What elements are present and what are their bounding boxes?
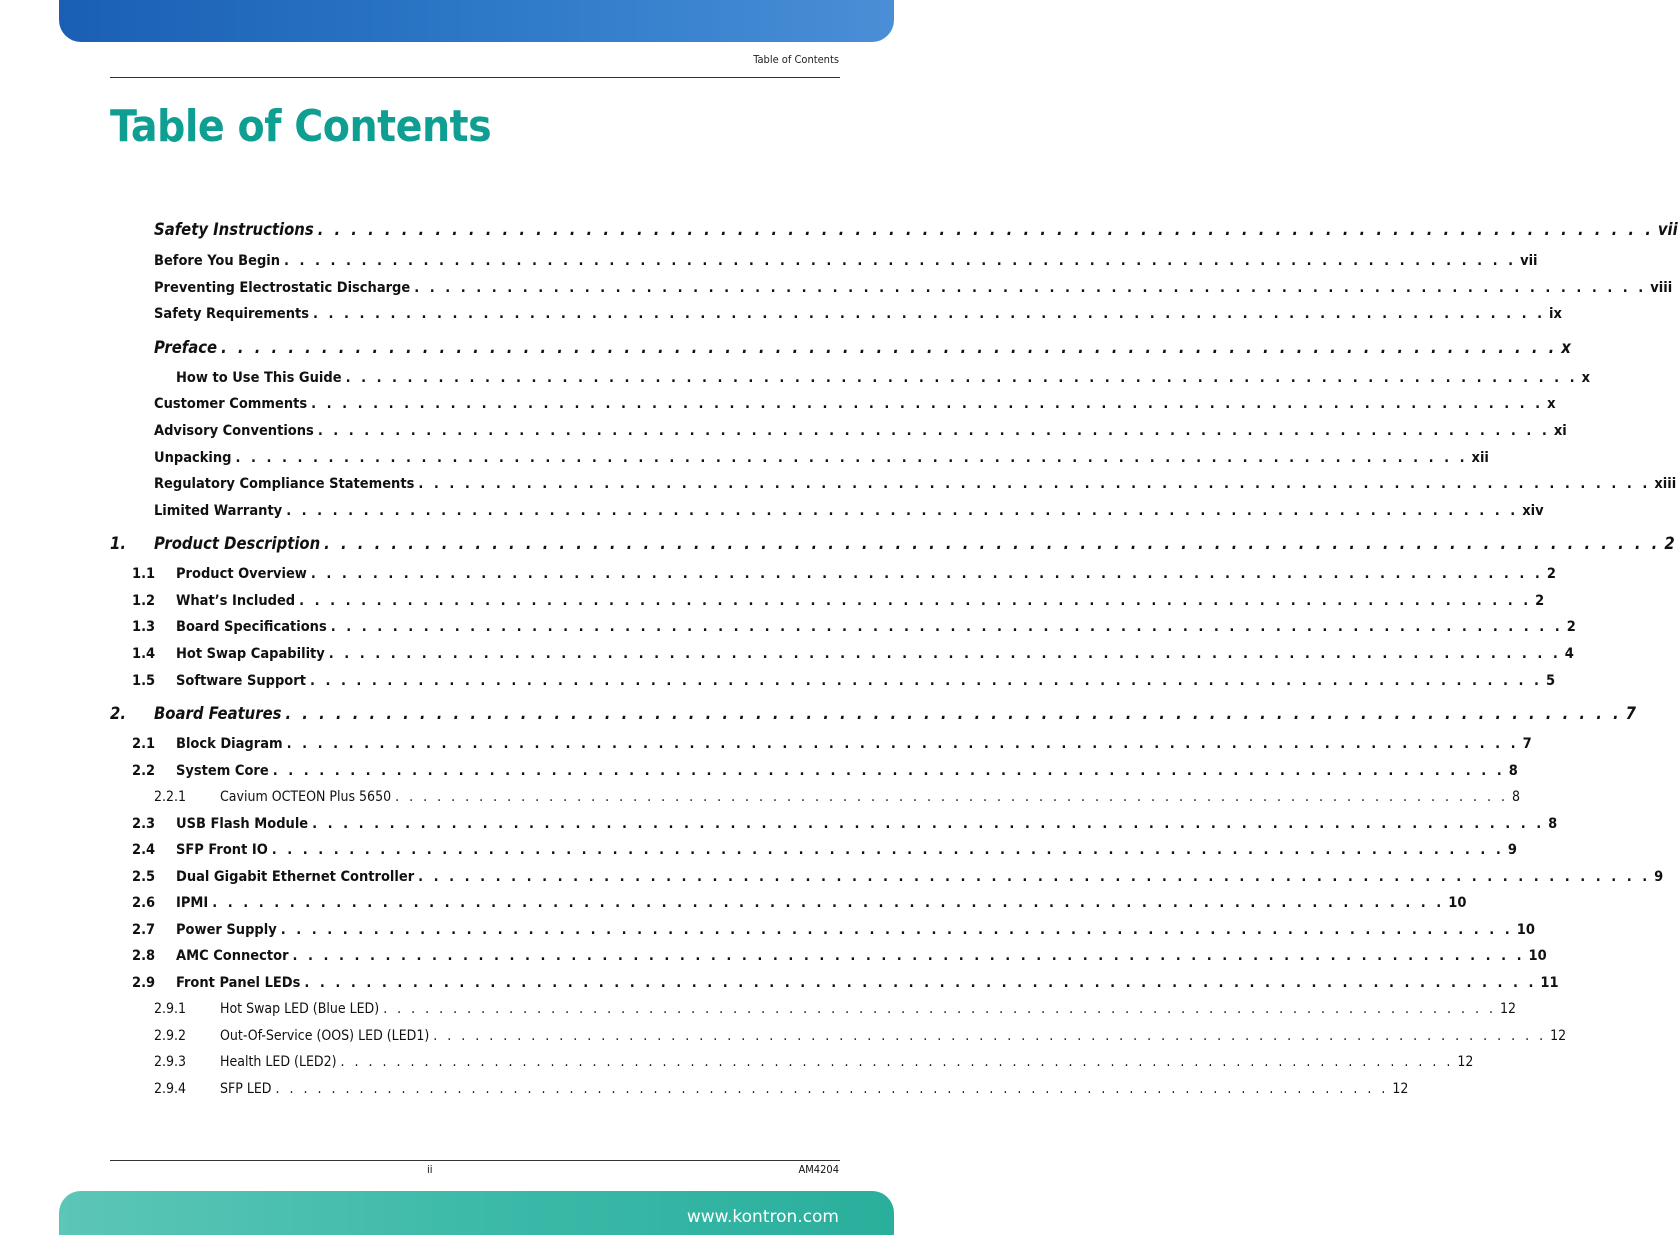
toc-leader-dots: . . . . . . . . . . . . . . . . . . . . . . . . . . . . . . . . . . . . . . . . . . . . . . . . . . . . . . . . . . . . . . . . . . . . . . . . . . . . . . . . bbox=[280, 922, 1513, 938]
toc-entry-label: Hot Swap LED (Blue LED) bbox=[220, 1001, 380, 1017]
toc-entry-page: 9 bbox=[1507, 842, 1517, 858]
toc-entry[interactable] bbox=[154, 280, 1673, 296]
toc-entry-page: vii bbox=[1657, 220, 1678, 239]
toc-leader-dots: . . . . . . . . . . . . . . . . . . . . . . . . . . . . . . . . . . . . . . . . . . . . . . . . . . . . . . . . . . . . . . . . . . . . . . . . . . . . . . . . bbox=[304, 975, 1537, 991]
toc-entry-page: viii bbox=[1650, 280, 1673, 296]
toc-entry-page: 8 bbox=[1548, 816, 1558, 832]
toc-entry-page: 2 bbox=[1664, 534, 1675, 553]
toc-entry-number: 2.7 bbox=[132, 922, 156, 938]
toc-leader-dots: . . . . . . . . . . . . . . . . . . . . . . . . . . . . . . . . . . . . . . . . . . . . . . . . . . . . . . . . . . . . . . . . . . . . . . . . . . . . . . . . bbox=[330, 619, 1563, 635]
toc-entry-label: Cavium OCTEON Plus 5650 bbox=[220, 789, 392, 805]
toc-leader-dots: . . . . . . . . . . . . . . . . . . . . . . . . . . . . . . . . . . . . . . . . . . . . . . . . . . . . . . . . . . . . . . . . . . . . . . . . . . . . . . . . bbox=[345, 370, 1578, 386]
toc-entry-label: Dual Gigabit Ethernet Controller bbox=[176, 869, 415, 885]
toc-entry-label: Product Overview bbox=[176, 566, 307, 582]
toc-entry-number: 2.9.4 bbox=[154, 1081, 187, 1097]
toc-entry[interactable] bbox=[154, 253, 1538, 269]
toc-entry-number: 1.3 bbox=[132, 619, 156, 635]
toc-entry-label: Board Features bbox=[154, 704, 282, 723]
toc-leader-dots: . . . . . . . . . . . . . . . . . . . . . . . . . . . . . . . . . . . . . . . . . . . . . . . . . . . . . . . . . . . . . . . . . . . . . . . . . . . . . . . . bbox=[221, 338, 1558, 357]
toc-entry-number: 2.8 bbox=[132, 948, 156, 964]
toc-entry[interactable] bbox=[132, 593, 1545, 609]
toc-entry-label: Health LED (LED2) bbox=[220, 1054, 337, 1070]
toc-leader-dots: . . . . . . . . . . . . . . . . . . . . . . . . . . . . . . . . . . . . . . . . . . . . . . . . . . . . . . . . . . . . . . . . . . . . . . . . . . . . . . . . bbox=[383, 1001, 1497, 1017]
toc-entry-label: How to Use This Guide bbox=[176, 370, 342, 386]
toc-leader-dots: . . . . . . . . . . . . . . . . . . . . . . . . . . . . . . . . . . . . . . . . . . . . . . . . . . . . . . . . . . . . . . . . . . . . . . . . . . . . . . . . bbox=[317, 423, 1550, 439]
toc-entry-label: IPMI bbox=[176, 895, 209, 911]
toc-entry[interactable] bbox=[154, 476, 1677, 492]
toc-entry[interactable] bbox=[132, 646, 1574, 662]
toc-entry-page: xii bbox=[1471, 450, 1489, 466]
toc-leader-dots: . . . . . . . . . . . . . . . . . . . . . . . . . . . . . . . . . . . . . . . . . . . . . . . . . . . . . . . . . . . . . . . . . . . . . . . . . . . . . . . . bbox=[328, 646, 1561, 662]
toc-leader-dots: . . . . . . . . . . . . . . . . . . . . . . . . . . . . . . . . . . . . . . . . . . . . . . . . . . . . . . . . . . . . . . . . . . . . . . . . . . . . . . . . bbox=[310, 566, 1543, 582]
toc-entry-number: 1.4 bbox=[132, 646, 156, 662]
toc-entry-number: 2.1 bbox=[132, 736, 156, 752]
toc-entry-page: 12 bbox=[1550, 1028, 1567, 1044]
toc-entry-number: 2.5 bbox=[132, 869, 156, 885]
toc-entry[interactable] bbox=[110, 704, 1636, 723]
footer-document-id: AM4204 bbox=[798, 1163, 839, 1176]
toc-entry-label: Limited Warranty bbox=[154, 503, 283, 519]
toc-entry-number: 2.4 bbox=[132, 842, 156, 858]
toc-entry[interactable] bbox=[110, 534, 1675, 553]
toc-entry-page: 2 bbox=[1535, 593, 1545, 609]
toc-entry[interactable] bbox=[154, 220, 1678, 239]
toc-entry-label: SFP Front IO bbox=[176, 842, 268, 858]
toc-entry-label: Power Supply bbox=[176, 922, 277, 938]
toc-entry-number: 2.2 bbox=[132, 763, 156, 779]
toc-entry[interactable] bbox=[132, 816, 1558, 832]
toc-entry-page: 12 bbox=[1500, 1001, 1517, 1017]
toc-entry-number: 2.3 bbox=[132, 816, 156, 832]
toc-entry[interactable] bbox=[132, 869, 1664, 885]
toc-leader-dots: . . . . . . . . . . . . . . . . . . . . . . . . . . . . . . . . . . . . . . . . . . . . . . . . . . . . . . . . . . . . . . . . . . . . . . . . . . . . . . . . bbox=[395, 789, 1508, 805]
toc-entry-number: 2.9.1 bbox=[154, 1001, 187, 1017]
toc-entry-label: Preventing Electrostatic Discharge bbox=[154, 280, 411, 296]
toc-entry[interactable] bbox=[154, 503, 1544, 519]
toc-entry-label: Out-Of-Service (OOS) LED (LED1) bbox=[220, 1028, 430, 1044]
toc-entry-label: AMC Connector bbox=[176, 948, 289, 964]
toc-leader-dots: . . . . . . . . . . . . . . . . . . . . . . . . . . . . . . . . . . . . . . . . . . . . . . . . . . . . . . . . . . . . . . . . . . . . . . . . . . . . . . . . bbox=[433, 1028, 1547, 1044]
toc-entry-number: 1.2 bbox=[132, 593, 156, 609]
toc-entry[interactable] bbox=[154, 1054, 1474, 1070]
toc-entry-page: 10 bbox=[1448, 895, 1467, 911]
toc-entry-number: 2. bbox=[110, 704, 126, 723]
toc-entry[interactable] bbox=[176, 370, 1591, 386]
toc-leader-dots: . . . . . . . . . . . . . . . . . . . . . . . . . . . . . . . . . . . . . . . . . . . . . . . . . . . . . . . . . . . . . . . . . . . . . . . . . . . . . . . . bbox=[313, 306, 1546, 322]
toc-entry-label: Customer Comments bbox=[154, 396, 308, 412]
toc-entry-page: x bbox=[1547, 396, 1556, 412]
toc-entry-label: Product Description bbox=[154, 534, 321, 553]
toc-entry[interactable] bbox=[154, 1081, 1409, 1097]
toc-entry[interactable] bbox=[132, 673, 1556, 689]
toc-leader-dots: . . . . . . . . . . . . . . . . . . . . . . . . . . . . . . . . . . . . . . . . . . . . . . . . . . . . . . . . . . . . . . . . . . . . . . . . . . . . . . . . bbox=[212, 895, 1445, 911]
page-title: Table of Contents bbox=[110, 101, 492, 152]
toc-leader-dots: . . . . . . . . . . . . . . . . . . . . . . . . . . . . . . . . . . . . . . . . . . . . . . . . . . . . . . . . . . . . . . . . . . . . . . . . . . . . . . . . bbox=[286, 503, 1519, 519]
toc-leader-dots: . . . . . . . . . . . . . . . . . . . . . . . . . . . . . . . . . . . . . . . . . . . . . . . . . . . . . . . . . . . . . . . . . . . . . . . . . . . . . . . . bbox=[418, 869, 1651, 885]
toc-entry-page: xi bbox=[1553, 423, 1567, 439]
toc-entry-page: 4 bbox=[1564, 646, 1574, 662]
toc-entry-label: Front Panel LEDs bbox=[176, 975, 301, 991]
toc-leader-dots: . . . . . . . . . . . . . . . . . . . . . . . . . . . . . . . . . . . . . . . . . . . . . . . . . . . . . . . . . . . . . . . . . . . . . . . . . . . . . . . . bbox=[324, 534, 1661, 553]
toc-entry-label: Hot Swap Capability bbox=[176, 646, 325, 662]
toc-entry-page: 11 bbox=[1540, 975, 1559, 991]
toc-entry-label: Regulatory Compliance Statements bbox=[154, 476, 415, 492]
toc-entry-label: SFP LED bbox=[220, 1081, 272, 1097]
toc-entry-number: 2.9.3 bbox=[154, 1054, 187, 1070]
toc-leader-dots: . . . . . . . . . . . . . . . . . . . . . . . . . . . . . . . . . . . . . . . . . . . . . . . . . . . . . . . . . . . . . . . . . . . . . . . . . . . . . . . . bbox=[285, 704, 1622, 723]
toc-entry-page: xiv bbox=[1522, 503, 1544, 519]
toc-leader-dots: . . . . . . . . . . . . . . . . . . . . . . . . . . . . . . . . . . . . . . . . . . . . . . . . . . . . . . . . . . . . . . . . . . . . . . . . . . . . . . . . bbox=[312, 816, 1545, 832]
toc-entry[interactable] bbox=[132, 842, 1517, 858]
toc-entry-page: vii bbox=[1520, 253, 1538, 269]
toc-entry-page: 9 bbox=[1654, 869, 1664, 885]
toc-leader-dots: . . . . . . . . . . . . . . . . . . . . . . . . . . . . . . . . . . . . . . . . . . . . . . . . . . . . . . . . . . . . . . . . . . . . . . . . . . . . . . . . bbox=[299, 593, 1532, 609]
toc-entry-label: Before You Begin bbox=[154, 253, 281, 269]
toc-entry-label: USB Flash Module bbox=[176, 816, 309, 832]
toc-leader-dots: . . . . . . . . . . . . . . . . . . . . . . . . . . . . . . . . . . . . . . . . . . . . . . . . . . . . . . . . . . . . . . . . . . . . . . . . . . . . . . . . bbox=[272, 763, 1505, 779]
toc-entry-page: 12 bbox=[1457, 1054, 1474, 1070]
toc-entry-page: 2 bbox=[1566, 619, 1576, 635]
toc-leader-dots: . . . . . . . . . . . . . . . . . . . . . . . . . . . . . . . . . . . . . . . . . . . . . . . . . . . . . . . . . . . . . . . . . . . . . . . . . . . . . . . . bbox=[292, 948, 1525, 964]
toc-entry-number: 2.2.1 bbox=[154, 789, 187, 805]
toc-entry[interactable] bbox=[154, 1001, 1517, 1017]
toc-entry[interactable] bbox=[132, 763, 1518, 779]
toc-entry-label: Safety Instructions bbox=[154, 220, 314, 239]
toc-entry[interactable] bbox=[132, 975, 1559, 991]
toc-entry-label: Safety Requirements bbox=[154, 306, 310, 322]
toc-entry-page: 10 bbox=[1528, 948, 1547, 964]
toc-leader-dots: . . . . . . . . . . . . . . . . . . . . . . . . . . . . . . . . . . . . . . . . . . . . . . . . . . . . . . . . . . . . . . . . . . . . . . . . . . . . . . . . bbox=[414, 280, 1647, 296]
toc-leader-dots: . . . . . . . . . . . . . . . . . . . . . . . . . . . . . . . . . . . . . . . . . . . . . . . . . . . . . . . . . . . . . . . . . . . . . . . . . . . . . . . . bbox=[340, 1054, 1454, 1070]
header-divider bbox=[110, 77, 840, 78]
toc-leader-dots: . . . . . . . . . . . . . . . . . . . . . . . . . . . . . . . . . . . . . . . . . . . . . . . . . . . . . . . . . . . . . . . . . . . . . . . . . . . . . . . . bbox=[309, 673, 1542, 689]
footer-page-number: ii bbox=[427, 1163, 433, 1176]
toc-entry-page: 10 bbox=[1516, 922, 1535, 938]
toc-entry-page: 12 bbox=[1392, 1081, 1409, 1097]
toc-entry-label: Software Support bbox=[176, 673, 306, 689]
toc-entry[interactable] bbox=[132, 566, 1556, 582]
toc-entry[interactable] bbox=[154, 450, 1489, 466]
running-header: Table of Contents bbox=[753, 53, 839, 66]
toc-entry[interactable] bbox=[132, 895, 1467, 911]
toc-entry[interactable] bbox=[154, 338, 1571, 357]
toc-entry-page: 8 bbox=[1511, 789, 1520, 805]
toc-entry-label: Preface bbox=[154, 338, 218, 357]
toc-entry[interactable] bbox=[132, 619, 1576, 635]
toc-entry-page: 2 bbox=[1546, 566, 1556, 582]
top-color-band bbox=[59, 0, 894, 42]
toc-entry[interactable] bbox=[154, 1028, 1567, 1044]
toc-entry[interactable] bbox=[154, 306, 1562, 322]
toc-entry-number: 1.5 bbox=[132, 673, 156, 689]
toc-leader-dots: . . . . . . . . . . . . . . . . . . . . . . . . . . . . . . . . . . . . . . . . . . . . . . . . . . . . . . . . . . . . . . . . . . . . . . . . . . . . . . . . bbox=[284, 253, 1517, 269]
website-link[interactable]: www.kontron.com bbox=[686, 1207, 839, 1227]
toc-entry-page: 5 bbox=[1545, 673, 1556, 689]
toc-entry-label: Unpacking bbox=[154, 450, 232, 466]
toc-entry-label: Board Specifications bbox=[176, 619, 327, 635]
toc-leader-dots: . . . . . . . . . . . . . . . . . . . . . . . . . . . . . . . . . . . . . . . . . . . . . . . . . . . . . . . . . . . . . . . . . . . . . . . . . . . . . . . . bbox=[317, 220, 1654, 239]
toc-entry-page: 7 bbox=[1625, 704, 1636, 723]
toc-entry[interactable] bbox=[132, 948, 1547, 964]
toc-leader-dots: . . . . . . . . . . . . . . . . . . . . . . . . . . . . . . . . . . . . . . . . . . . . . . . . . . . . . . . . . . . . . . . . . . . . . . . . . . . . . . . . bbox=[271, 842, 1504, 858]
toc-entry-number: 2.9.2 bbox=[154, 1028, 187, 1044]
toc-entry-label: System Core bbox=[176, 763, 269, 779]
toc-entry-page: x bbox=[1561, 338, 1571, 357]
toc-leader-dots: . . . . . . . . . . . . . . . . . . . . . . . . . . . . . . . . . . . . . . . . . . . . . . . . . . . . . . . . . . . . . . . . . . . . . . . . . . . . . . . . bbox=[286, 736, 1519, 752]
toc-leader-dots: . . . . . . . . . . . . . . . . . . . . . . . . . . . . . . . . . . . . . . . . . . . . . . . . . . . . . . . . . . . . . . . . . . . . . . . . . . . . . . . . bbox=[235, 450, 1468, 466]
toc-leader-dots: . . . . . . . . . . . . . . . . . . . . . . . . . . . . . . . . . . . . . . . . . . . . . . . . . . . . . . . . . . . . . . . . . . . . . . . . . . . . . . . . bbox=[275, 1081, 1389, 1097]
toc-entry-page: 8 bbox=[1508, 763, 1518, 779]
toc-entry[interactable] bbox=[154, 423, 1567, 439]
toc-entry-label: Block Diagram bbox=[176, 736, 283, 752]
toc-entry[interactable] bbox=[132, 736, 1532, 752]
toc-entry-page: x bbox=[1581, 370, 1591, 386]
toc-entry-number: 2.6 bbox=[132, 895, 156, 911]
toc-entry-number: 1.1 bbox=[132, 566, 156, 582]
toc-entry-number: 1. bbox=[110, 534, 126, 553]
toc-entry-page: ix bbox=[1549, 306, 1562, 322]
footer-divider bbox=[110, 1160, 840, 1161]
toc-entry-page: xiii bbox=[1654, 476, 1677, 492]
toc-entry[interactable] bbox=[154, 789, 1520, 805]
toc-entry-number: 2.9 bbox=[132, 975, 156, 991]
toc-entry[interactable] bbox=[132, 922, 1535, 938]
toc-leader-dots: . . . . . . . . . . . . . . . . . . . . . . . . . . . . . . . . . . . . . . . . . . . . . . . . . . . . . . . . . . . . . . . . . . . . . . . . . . . . . . . . bbox=[311, 396, 1544, 412]
toc-entry-page: 7 bbox=[1522, 736, 1532, 752]
toc-entry-label: What’s Included bbox=[176, 593, 296, 609]
toc-entry[interactable] bbox=[154, 396, 1556, 412]
toc-entry-label: Advisory Conventions bbox=[154, 423, 314, 439]
toc-leader-dots: . . . . . . . . . . . . . . . . . . . . . . . . . . . . . . . . . . . . . . . . . . . . . . . . . . . . . . . . . . . . . . . . . . . . . . . . . . . . . . . . bbox=[418, 476, 1651, 492]
